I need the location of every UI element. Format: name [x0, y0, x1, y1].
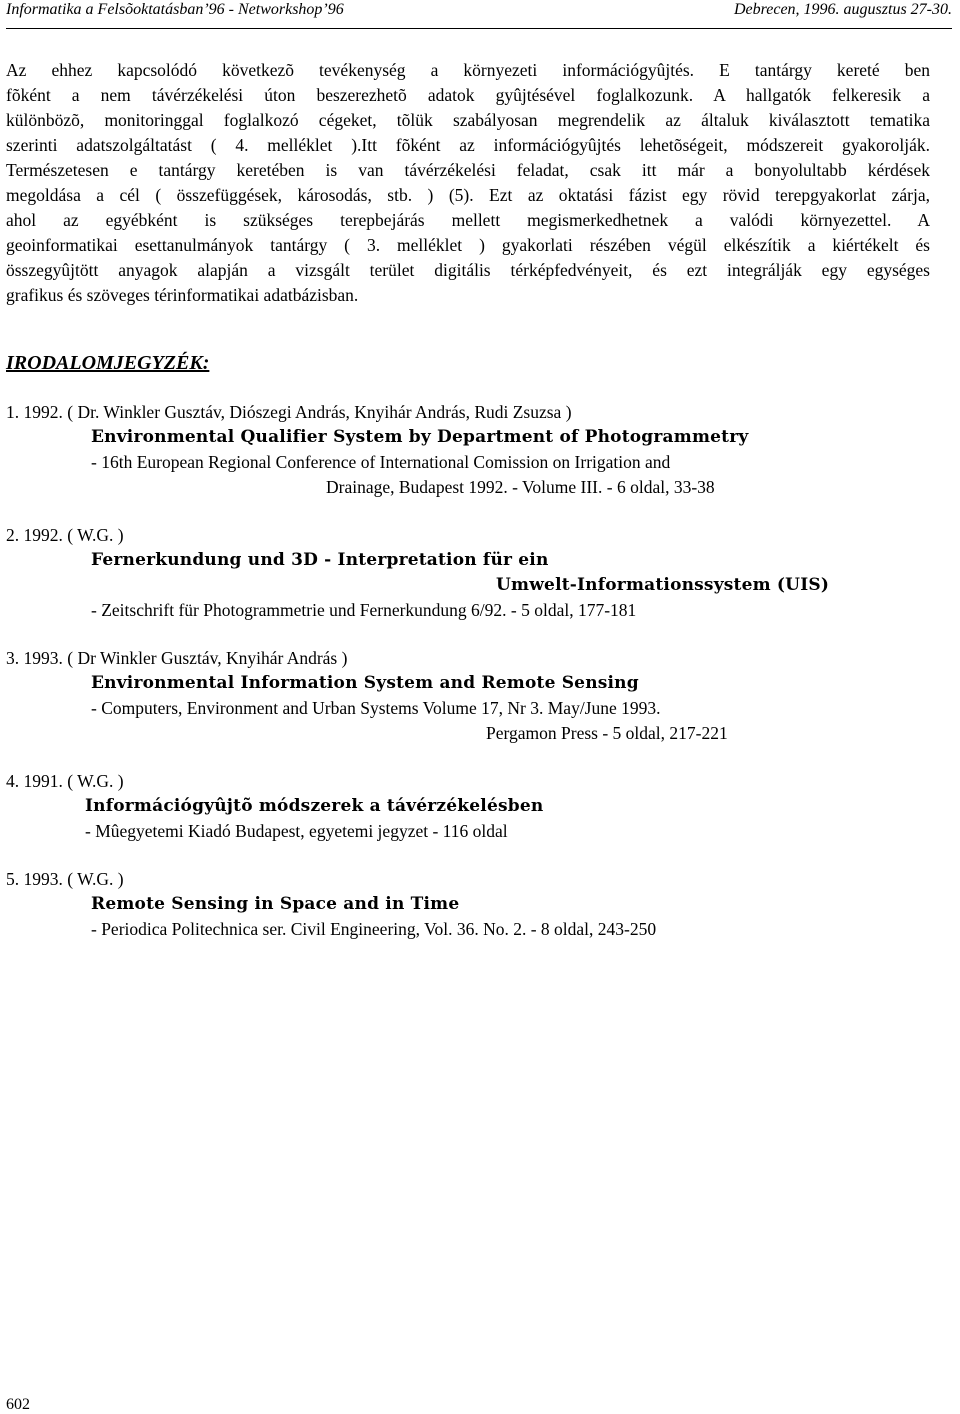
reference-item	[6, 867, 906, 942]
reference-item	[6, 400, 906, 500]
reference-source: - Periodica Politechnica ser. Civil Engineering, Vol. 36. No. 2. - 8 oldal, 243-250	[91, 919, 657, 939]
body-line: geoinformatikai esettanulmányok tantárgy ( 3. melléklet ) gyakorlati részében végül elkészítik a kiértékelt és	[6, 235, 930, 255]
body-line: megoldása a cél ( összefüggések, károsodás, stb. ) (5). Ezt az oktatási fázist egy rövid terepgyakorlat zárja,	[6, 185, 930, 205]
reference-authors: 3. 1993. ( Dr Winkler Gusztáv, Knyihár András )	[6, 648, 348, 668]
body-line: ahol az egyébként is szükséges terepbejárás mellett megismerkedhetnek a valódi környezettel. A	[6, 210, 930, 230]
reference-title-cont: Umwelt-Informationssystem (UIS)	[496, 575, 830, 595]
reference-title: Információgyûjtõ módszerek a távérzékelésben	[85, 796, 544, 816]
reference-authors: 4. 1991. ( W.G. )	[6, 771, 124, 791]
reference-source: - Mûegyetemi Kiadó Budapest, egyetemi jegyzet - 116 oldal	[85, 821, 508, 841]
body-line: különbözõ, monitoringgal foglalkozó cégeket, tõlük szabályosan megrendelik az általuk kiválasztott tematika	[6, 110, 930, 130]
reference-title: Remote Sensing in Space and in Time	[91, 894, 460, 914]
body-line: Az ehhez kapcsolódó következõ tevékenység a környezeti információgyûjtés. E tantárgy kereté ben	[6, 60, 930, 80]
reference-item	[6, 523, 906, 623]
body-line: fõként a nem távérzékelési úton beszerezhetõ adatok gyûjtésével foglalkozunk. A hallgatók felkeresik a	[6, 85, 930, 105]
reference-authors: 5. 1993. ( W.G. )	[6, 869, 124, 889]
reference-source-cont: Drainage, Budapest 1992. - Volume III. - 6 oldal, 33-38	[326, 477, 715, 497]
reference-authors: 1. 1992. ( Dr. Winkler Gusztáv, Diószegi András, Knyihár András, Rudi Zsuzsa )	[6, 402, 572, 422]
header-location-date: Debrecen, 1996. augusztus 27-30.	[733, 1, 952, 18]
body-line: grafikus és szöveges térinformatikai adatbázisban.	[6, 285, 359, 305]
reference-authors: 2. 1992. ( W.G. )	[6, 525, 124, 545]
reference-source: - Computers, Environment and Urban Systems Volume 17, Nr 3. May/June 1993.	[91, 698, 661, 718]
reference-title: Fernerkundung und 3D - Interpretation für ein	[91, 550, 549, 570]
page-header	[6, 0, 952, 29]
body-paragraph	[6, 58, 930, 308]
reference-title: Environmental Qualifier System by Department of Photogrammetry	[91, 427, 749, 447]
reference-source: - 16th European Regional Conference of International Comission on Irrigation and	[91, 452, 671, 472]
page-number: 602	[6, 1396, 30, 1413]
bibliography-heading: IRODALOMJEGYZÉK:	[6, 352, 210, 374]
reference-item	[6, 769, 906, 844]
reference-source-cont: Pergamon Press - 5 oldal, 217-221	[486, 723, 728, 743]
header-conference-title: Informatika a Felsõoktatásban’96 - Networkshop’96	[6, 1, 344, 18]
body-line: szerinti adatszolgáltatást ( 4. melléklet ).Itt fõként az információgyûjtés lehetõségeit, módszereit gyakorolják.	[6, 135, 930, 155]
reference-source: - Zeitschrift für Photogrammetrie und Fernerkundung 6/92. - 5 oldal, 177-181	[91, 600, 637, 620]
body-line: összegyûjtött anyagok alapján a vizsgált terület digitális térképfedvényeit, és ezt integrálják egy egységes	[6, 260, 930, 280]
reference-item	[6, 646, 906, 746]
body-line: Természetesen e tantárgy keretében is van távérzékelési feladat, csak itt már a bonyolultabb kérdések	[6, 160, 930, 180]
reference-title: Environmental Information System and Remote Sensing	[91, 673, 639, 693]
